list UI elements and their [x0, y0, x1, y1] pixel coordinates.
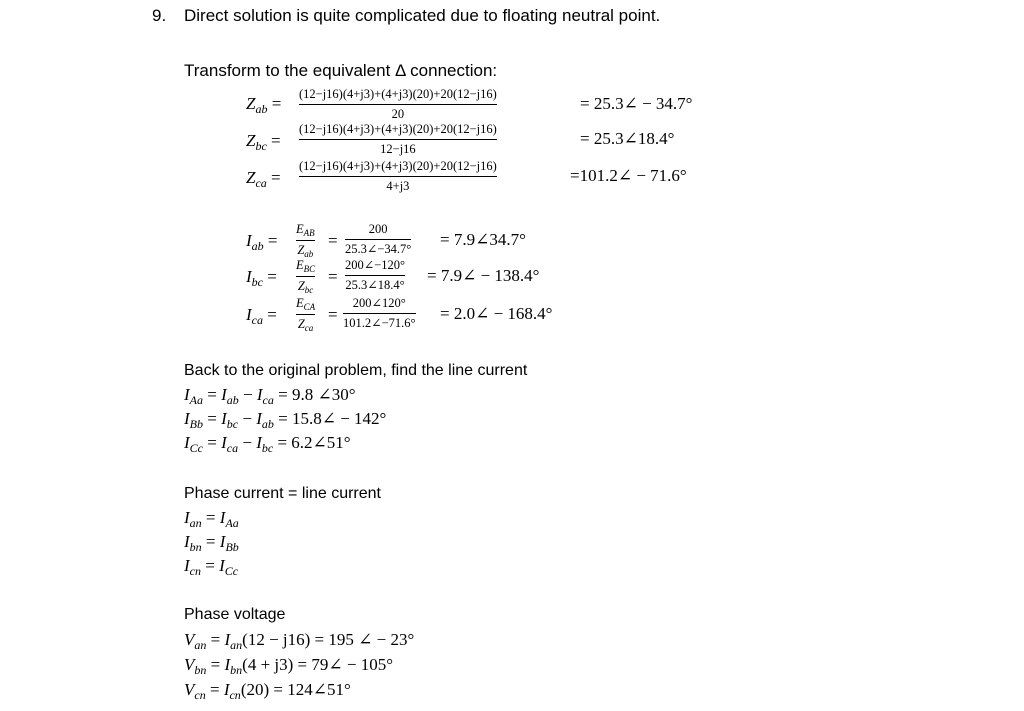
problem-number: 9. [152, 6, 167, 25]
ica-fraction: 200∠120° 101.2∠−71.6° [343, 296, 416, 330]
ica-result: = 2.0∠ − 168.4° [440, 304, 553, 323]
ibc-fraction: 200∠−120° 25.3∠18.4° [345, 258, 406, 292]
iab-fraction: 200 25.3∠−34.7° [345, 222, 412, 256]
phase-current-row: $I_{cn} = I_{Cc}$ [184, 556, 239, 578]
zab-fraction [299, 87, 497, 122]
zca-lhs: $Z_{ca}$ = [246, 168, 281, 190]
line-current-row: $I_{Cc} = I_{ca} - I_{bc}$ = 6.2∠51° [184, 433, 351, 455]
phase-current-row: $I_{bn} = I_{Bb}$ [184, 532, 239, 554]
zbc-denominator: 12−j16 [380, 142, 416, 156]
zca-numerator: (12−j16)(4+j3)+(4+j3)(20)+20(12−j16) [299, 159, 497, 173]
zca-fraction [299, 159, 497, 194]
transform-heading: Transform to the equivalent Δ connection: [184, 61, 498, 80]
phase-voltage-row: $V_{bn} = I_{bn}(4 + j3)$ = 79∠ − 105° [184, 655, 394, 677]
line-current-row: $I_{Aa} = I_{ab} - I_{ca} = 9.8$ ∠30° [184, 385, 356, 407]
phase-current-heading: Phase current = line current [184, 485, 381, 502]
iab-lhs: $I_{ab}$ = [246, 231, 278, 253]
phase-voltage-heading: Phase voltage [184, 606, 286, 623]
ibc-ratio: $E_{BC}$ $Z_{bc}$ [296, 258, 316, 295]
iab-ratio: $E_{AB}$ $Z_{ab}$ [296, 222, 315, 259]
zbc-lhs: $Z_{bc}$ = [246, 131, 281, 153]
zbc-result: = 25.3∠18.4° [580, 129, 675, 148]
zab-lhs: $Z_{ab}$ = [246, 94, 282, 116]
iab-result: = 7.9∠34.7° [440, 230, 526, 249]
problem-statement: Direct solution is quite complicated due to floating neutral point. [184, 6, 661, 25]
zca-denominator: 4+j3 [386, 179, 410, 193]
line-current-row: $I_{Bb} = I_{bc} - I_{ab}$ = 15.8∠ − 142° [184, 409, 387, 431]
ica-lhs: $I_{ca}$ = [246, 305, 277, 327]
ibc-lhs: $I_{bc}$ = [246, 267, 277, 289]
zbc-fraction [299, 122, 497, 157]
zca-result: =101.2∠ − 71.6° [570, 166, 687, 185]
zab-denominator: 20 [391, 107, 405, 121]
phase-voltage-row: $V_{cn} = I_{cn}(20)$ = 124∠51° [184, 680, 351, 702]
zbc-numerator: (12−j16)(4+j3)+(4+j3)(20)+20(12−j16) [299, 122, 497, 136]
phase-current-row: $I_{an} = I_{Aa}$ [184, 508, 239, 530]
line-current-heading: Back to the original problem, find the line current [184, 362, 528, 379]
zab-result: = 25.3∠ − 34.7° [580, 94, 693, 113]
ica-ratio: $E_{CA}$ $Z_{ca}$ [296, 296, 316, 333]
phase-voltage-row: $V_{an} = I_{an}(12 - j16) = 195$ ∠ − 23° [184, 630, 415, 652]
zab-numerator: (12−j16)(4+j3)+(4+j3)(20)+20(12−j16) [299, 87, 497, 101]
ibc-result: = 7.9∠ − 138.4° [427, 266, 540, 285]
